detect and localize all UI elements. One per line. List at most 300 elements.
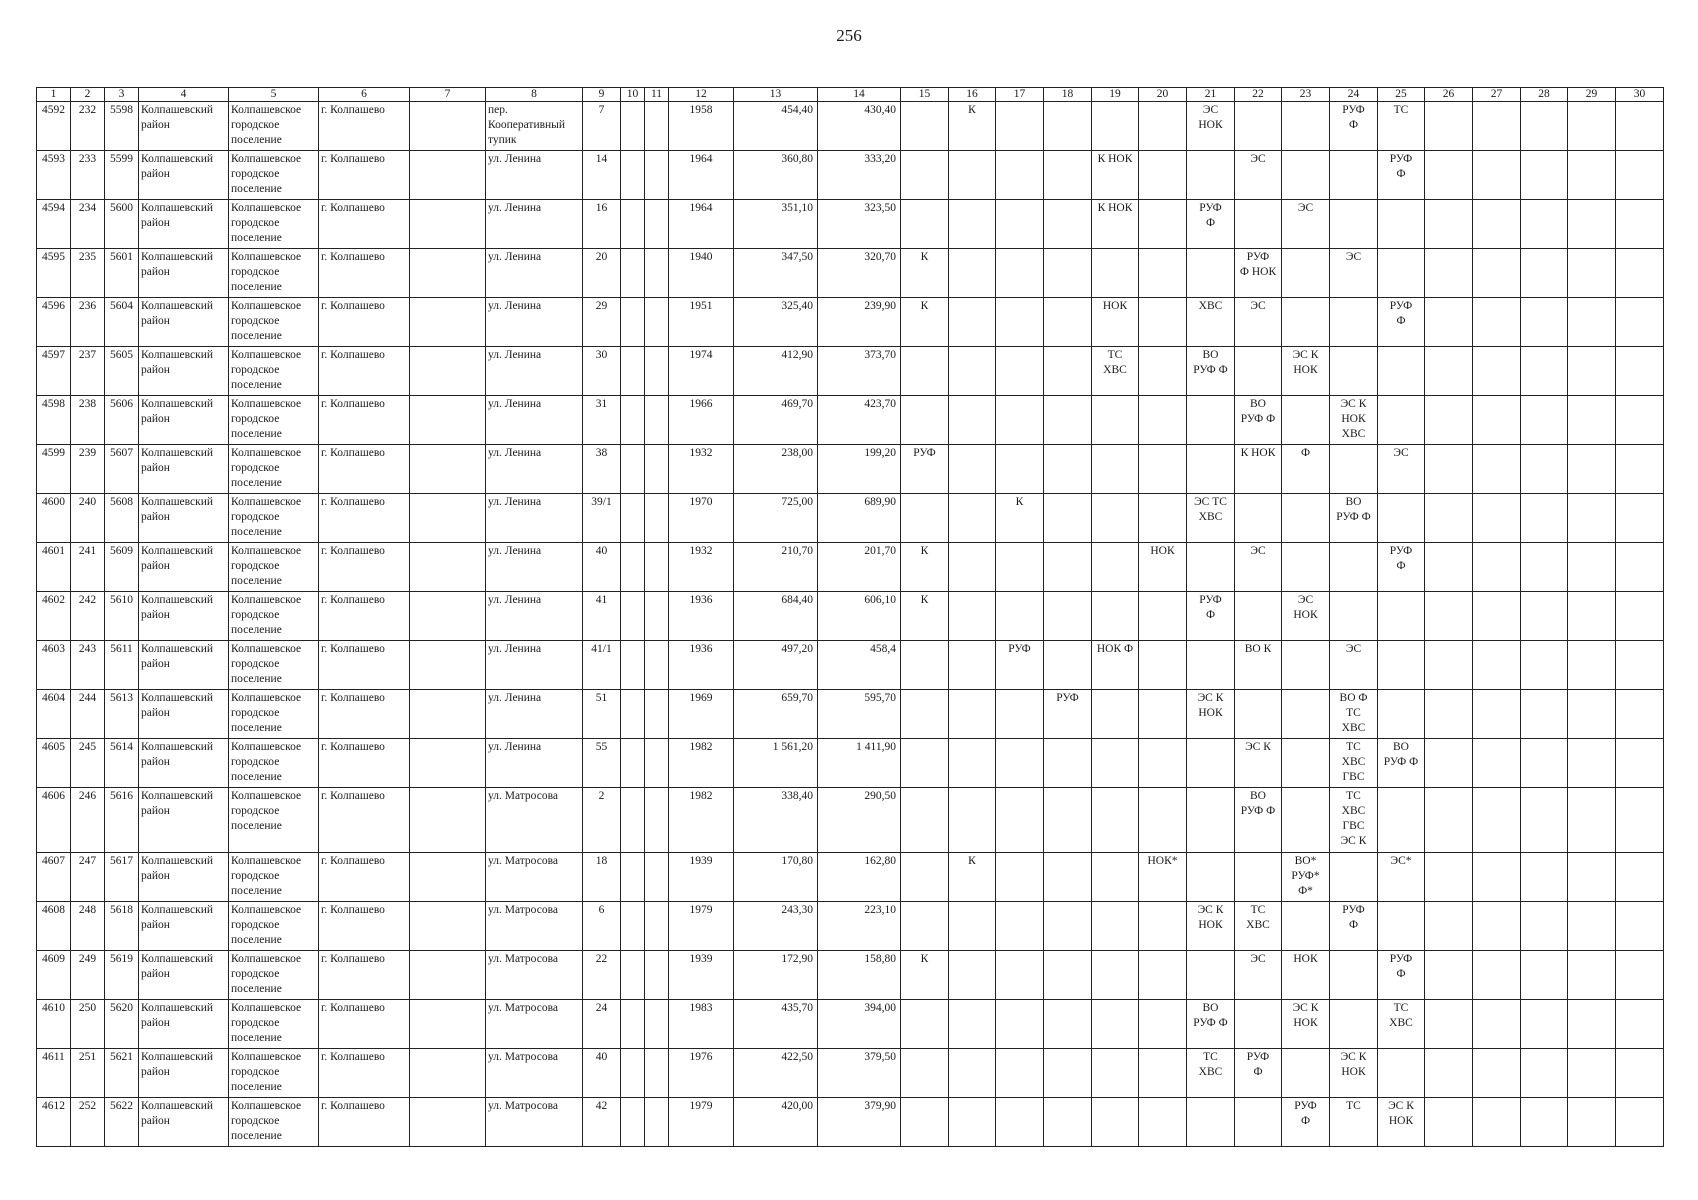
cell-col-7 [410, 1098, 486, 1147]
cell-col-12 [669, 102, 734, 151]
cell-text: Колпашевское городское поселение [231, 692, 302, 734]
cell-col-1 [37, 151, 71, 200]
cell-col-12 [669, 396, 734, 445]
cell-col-6 [319, 641, 410, 690]
cell-col-10 [621, 1000, 645, 1049]
cell-col-13 [734, 445, 818, 494]
cell-col-4 [139, 347, 229, 396]
cell-text: Колпашевское городское поселение [231, 349, 302, 391]
cell-col-15 [901, 902, 949, 951]
cell-col-3 [105, 494, 139, 543]
cell-text: 347,50 [781, 251, 813, 263]
cell-text: 5611 [110, 643, 133, 655]
cell-col-9 [583, 445, 621, 494]
cell-text: 1964 [689, 202, 713, 214]
cell-col-2 [71, 853, 105, 902]
cell-col-22 [1235, 445, 1282, 494]
cell-col-10 [621, 396, 645, 445]
cell-col-21 [1187, 739, 1235, 788]
cell-col-12 [669, 739, 734, 788]
cell-text: ТС [1393, 104, 1409, 116]
cell-col-26 [1425, 151, 1473, 200]
cell-text: ЭС НОК [1293, 594, 1318, 621]
cell-col-9 [583, 347, 621, 396]
cell-col-13 [734, 1049, 818, 1098]
cell-col-4 [139, 445, 229, 494]
cell-col-25 [1378, 494, 1425, 543]
cell-col-17 [996, 396, 1044, 445]
table-row [37, 396, 1664, 445]
cell-col-7 [410, 739, 486, 788]
cell-text: г. Колпашево [321, 1002, 385, 1014]
cell-col-24 [1330, 902, 1378, 951]
cell-text: 238 [78, 398, 97, 410]
cell-col-17 [996, 1098, 1044, 1147]
cell-col-20 [1139, 445, 1187, 494]
cell-text: 458,4 [870, 643, 896, 655]
cell-col-11 [645, 641, 669, 690]
cell-col-29 [1568, 739, 1616, 788]
cell-text: ЭС [1250, 153, 1266, 165]
cell-text: ЭС [1250, 953, 1266, 965]
cell-col-4 [139, 1000, 229, 1049]
column-header-26: 26 [1425, 88, 1473, 102]
cell-col-17 [996, 1000, 1044, 1049]
cell-text: 320,70 [864, 251, 896, 263]
cell-text: 243,30 [781, 904, 813, 916]
cell-col-1 [37, 1000, 71, 1049]
cell-text: ТС ХВС ГВС [1341, 741, 1366, 783]
cell-col-23 [1282, 347, 1330, 396]
cell-col-4 [139, 788, 229, 853]
cell-col-2 [71, 592, 105, 641]
cell-col-27 [1473, 151, 1521, 200]
cell-col-22 [1235, 151, 1282, 200]
cell-col-23 [1282, 902, 1330, 951]
cell-text: 236 [78, 300, 97, 312]
cell-col-1 [37, 690, 71, 739]
cell-col-28 [1521, 739, 1568, 788]
cell-col-2 [71, 951, 105, 1000]
cell-col-22 [1235, 690, 1282, 739]
cell-text: 325,40 [781, 300, 813, 312]
cell-text: ул. Ленина [488, 594, 542, 606]
cell-text: 40 [595, 1051, 608, 1063]
cell-text: 14 [595, 153, 608, 165]
cell-text: ТС [1346, 1100, 1361, 1112]
cell-text: 290,50 [864, 790, 896, 802]
cell-text: Колпашевский район [141, 643, 214, 670]
cell-col-24 [1330, 739, 1378, 788]
cell-col-28 [1521, 1049, 1568, 1098]
cell-col-19 [1092, 739, 1139, 788]
cell-col-3 [105, 592, 139, 641]
cell-col-8 [486, 951, 583, 1000]
cell-text: 4597 [42, 349, 65, 361]
cell-col-4 [139, 739, 229, 788]
cell-col-1 [37, 396, 71, 445]
cell-col-18 [1044, 249, 1092, 298]
cell-col-13 [734, 951, 818, 1000]
cell-col-13 [734, 102, 818, 151]
cell-col-18 [1044, 200, 1092, 249]
cell-col-30 [1616, 1098, 1664, 1147]
cell-text: Колпашевский район [141, 855, 214, 882]
column-header-5: 5 [229, 88, 319, 102]
cell-col-1 [37, 788, 71, 853]
cell-col-19 [1092, 592, 1139, 641]
cell-text: РУФ [1008, 643, 1031, 655]
cell-text: 42 [595, 1100, 608, 1112]
table-row [37, 543, 1664, 592]
cell-text: РУФ [1056, 692, 1079, 704]
cell-col-3 [105, 298, 139, 347]
cell-text: 238,00 [781, 447, 813, 459]
cell-col-20 [1139, 592, 1187, 641]
cell-col-16 [949, 347, 996, 396]
cell-col-22 [1235, 592, 1282, 641]
cell-col-12 [669, 641, 734, 690]
cell-text: РУФ [913, 447, 936, 459]
cell-col-28 [1521, 951, 1568, 1000]
cell-text: ул. Ленина [488, 202, 542, 214]
cell-col-9 [583, 592, 621, 641]
cell-text: К [920, 300, 929, 312]
cell-text: 245 [78, 741, 97, 753]
cell-col-19 [1092, 1049, 1139, 1098]
column-header-8: 8 [486, 88, 583, 102]
cell-col-10 [621, 1049, 645, 1098]
cell-col-16 [949, 200, 996, 249]
cell-col-30 [1616, 1000, 1664, 1049]
cell-col-18 [1044, 1098, 1092, 1147]
cell-col-11 [645, 739, 669, 788]
cell-text: 2 [598, 790, 605, 802]
cell-col-8 [486, 151, 583, 200]
cell-text: Колпашевское городское поселение [231, 741, 302, 783]
table-row [37, 788, 1664, 853]
cell-text: 430,40 [864, 104, 896, 116]
cell-col-25 [1378, 543, 1425, 592]
cell-text: 55 [595, 741, 608, 753]
cell-col-22 [1235, 396, 1282, 445]
cell-col-21 [1187, 396, 1235, 445]
cell-col-20 [1139, 249, 1187, 298]
cell-text: г. Колпашево [321, 398, 385, 410]
cell-col-29 [1568, 853, 1616, 902]
cell-text: ул. Ленина [488, 545, 542, 557]
cell-text: РУФ Ф [1246, 1051, 1270, 1078]
cell-col-4 [139, 690, 229, 739]
cell-text: ЭС НОК [1198, 104, 1223, 131]
cell-col-21 [1187, 951, 1235, 1000]
cell-col-30 [1616, 788, 1664, 853]
cell-col-27 [1473, 1000, 1521, 1049]
cell-text: ул. Ленина [488, 741, 542, 753]
cell-col-13 [734, 1098, 818, 1147]
cell-col-13 [734, 494, 818, 543]
cell-col-17 [996, 739, 1044, 788]
cell-text: 244 [78, 692, 97, 704]
cell-text: 172,90 [781, 953, 813, 965]
cell-col-15 [901, 951, 949, 1000]
cell-col-8 [486, 739, 583, 788]
cell-col-11 [645, 494, 669, 543]
cell-col-19 [1092, 200, 1139, 249]
cell-col-5 [229, 951, 319, 1000]
cell-col-10 [621, 298, 645, 347]
cell-col-8 [486, 543, 583, 592]
cell-text: 373,70 [864, 349, 896, 361]
cell-col-5 [229, 249, 319, 298]
cell-col-3 [105, 788, 139, 853]
cell-text: 379,90 [864, 1100, 896, 1112]
cell-text: 6 [598, 904, 605, 916]
cell-col-10 [621, 347, 645, 396]
cell-col-28 [1521, 1000, 1568, 1049]
cell-col-16 [949, 396, 996, 445]
cell-col-14 [818, 445, 901, 494]
cell-col-2 [71, 739, 105, 788]
cell-text: 5618 [110, 904, 133, 916]
cell-text: 1983 [689, 1002, 713, 1014]
cell-text: ТС ХВС [1389, 1002, 1413, 1029]
cell-col-3 [105, 249, 139, 298]
cell-col-28 [1521, 592, 1568, 641]
table-body [37, 102, 1664, 1147]
cell-col-26 [1425, 690, 1473, 739]
cell-text: ЭС К НОК ХВС [1340, 398, 1367, 440]
cell-col-23 [1282, 690, 1330, 739]
cell-col-24 [1330, 102, 1378, 151]
cell-col-30 [1616, 298, 1664, 347]
cell-col-23 [1282, 788, 1330, 853]
table-row [37, 102, 1664, 151]
cell-col-12 [669, 200, 734, 249]
cell-col-2 [71, 298, 105, 347]
cell-col-2 [71, 347, 105, 396]
cell-col-1 [37, 102, 71, 151]
cell-col-10 [621, 151, 645, 200]
cell-col-21 [1187, 1049, 1235, 1098]
cell-col-8 [486, 853, 583, 902]
cell-col-3 [105, 151, 139, 200]
cell-text: Колпашевский район [141, 349, 214, 376]
table-row [37, 347, 1664, 396]
cell-text: 1982 [689, 790, 713, 802]
cell-col-15 [901, 494, 949, 543]
cell-col-18 [1044, 151, 1092, 200]
cell-col-17 [996, 1049, 1044, 1098]
cell-col-24 [1330, 445, 1378, 494]
cell-col-1 [37, 249, 71, 298]
cell-col-25 [1378, 1049, 1425, 1098]
cell-text: ХВС [1198, 300, 1223, 312]
cell-col-4 [139, 641, 229, 690]
cell-col-20 [1139, 902, 1187, 951]
cell-col-15 [901, 690, 949, 739]
cell-col-19 [1092, 1098, 1139, 1147]
cell-col-26 [1425, 592, 1473, 641]
cell-col-28 [1521, 788, 1568, 853]
cell-text: 725,00 [781, 496, 813, 508]
cell-text: 30 [595, 349, 608, 361]
cell-col-22 [1235, 1098, 1282, 1147]
cell-text: 1982 [689, 741, 713, 753]
cell-col-13 [734, 902, 818, 951]
cell-col-9 [583, 200, 621, 249]
cell-col-5 [229, 641, 319, 690]
cell-text: Колпашевский район [141, 398, 214, 425]
cell-col-10 [621, 543, 645, 592]
cell-col-3 [105, 902, 139, 951]
column-header-25: 25 [1378, 88, 1425, 102]
cell-col-25 [1378, 592, 1425, 641]
cell-text: г. Колпашево [321, 953, 385, 965]
cell-text: 5608 [110, 496, 133, 508]
cell-col-2 [71, 641, 105, 690]
cell-text: г. Колпашево [321, 300, 385, 312]
cell-col-10 [621, 200, 645, 249]
cell-col-3 [105, 543, 139, 592]
cell-col-18 [1044, 543, 1092, 592]
cell-col-3 [105, 445, 139, 494]
cell-text: 5607 [110, 447, 133, 459]
cell-col-26 [1425, 951, 1473, 1000]
cell-col-28 [1521, 690, 1568, 739]
cell-text: 247 [78, 855, 97, 867]
cell-col-17 [996, 151, 1044, 200]
cell-col-24 [1330, 853, 1378, 902]
cell-col-19 [1092, 249, 1139, 298]
cell-col-18 [1044, 690, 1092, 739]
cell-col-7 [410, 592, 486, 641]
cell-text: Колпашевский район [141, 594, 214, 621]
cell-col-24 [1330, 347, 1378, 396]
cell-col-25 [1378, 739, 1425, 788]
cell-col-26 [1425, 494, 1473, 543]
cell-col-28 [1521, 347, 1568, 396]
cell-text: 1964 [689, 153, 713, 165]
table-row [37, 690, 1664, 739]
cell-col-10 [621, 249, 645, 298]
cell-col-16 [949, 853, 996, 902]
cell-col-22 [1235, 788, 1282, 853]
cell-text: ул. Матросова [488, 1051, 558, 1063]
cell-text: 1 561,20 [772, 741, 813, 753]
column-header-14: 14 [818, 88, 901, 102]
cell-col-12 [669, 494, 734, 543]
cell-col-8 [486, 1000, 583, 1049]
cell-col-30 [1616, 739, 1664, 788]
cell-text: 4609 [42, 953, 65, 965]
cell-col-12 [669, 543, 734, 592]
cell-col-4 [139, 494, 229, 543]
cell-text: Ф [1300, 447, 1311, 459]
cell-text: 5609 [110, 545, 133, 557]
cell-col-6 [319, 592, 410, 641]
cell-col-5 [229, 739, 319, 788]
cell-col-10 [621, 690, 645, 739]
cell-col-2 [71, 543, 105, 592]
cell-col-17 [996, 641, 1044, 690]
cell-col-11 [645, 902, 669, 951]
cell-col-27 [1473, 690, 1521, 739]
page-number: 256 [836, 26, 862, 45]
cell-col-2 [71, 788, 105, 853]
cell-col-10 [621, 739, 645, 788]
cell-text: ЭС [1250, 545, 1266, 557]
cell-col-9 [583, 690, 621, 739]
cell-col-17 [996, 592, 1044, 641]
cell-text: ВО РУФ Ф [1193, 349, 1228, 376]
cell-col-19 [1092, 543, 1139, 592]
cell-col-1 [37, 200, 71, 249]
cell-col-27 [1473, 951, 1521, 1000]
cell-col-21 [1187, 151, 1235, 200]
cell-col-3 [105, 739, 139, 788]
cell-col-24 [1330, 788, 1378, 853]
cell-text: РУФ Ф [1342, 104, 1365, 131]
cell-text: 4607 [42, 855, 65, 867]
cell-col-14 [818, 200, 901, 249]
cell-col-17 [996, 102, 1044, 151]
cell-text: Колпашевский район [141, 953, 214, 980]
cell-col-20 [1139, 951, 1187, 1000]
cell-col-29 [1568, 200, 1616, 249]
cell-text: 659,70 [781, 692, 813, 704]
cell-col-16 [949, 788, 996, 853]
cell-col-16 [949, 739, 996, 788]
table-row [37, 151, 1664, 200]
cell-text: К [1015, 496, 1024, 508]
cell-col-18 [1044, 641, 1092, 690]
cell-col-10 [621, 445, 645, 494]
cell-col-5 [229, 298, 319, 347]
cell-text: 240 [78, 496, 97, 508]
cell-col-17 [996, 200, 1044, 249]
cell-col-20 [1139, 1049, 1187, 1098]
column-header-2: 2 [71, 88, 105, 102]
cell-text: К НОК [1097, 153, 1133, 165]
cell-col-10 [621, 788, 645, 853]
cell-text: ЭС [1297, 202, 1314, 214]
cell-col-7 [410, 151, 486, 200]
cell-text: ул. Ленина [488, 153, 542, 165]
cell-col-30 [1616, 592, 1664, 641]
cell-text: 4612 [42, 1100, 65, 1112]
cell-col-20 [1139, 200, 1187, 249]
cell-col-30 [1616, 494, 1664, 543]
cell-col-7 [410, 396, 486, 445]
cell-text: 1976 [689, 1051, 713, 1063]
cell-col-9 [583, 396, 621, 445]
cell-col-21 [1187, 592, 1235, 641]
cell-col-19 [1092, 445, 1139, 494]
cell-col-29 [1568, 1000, 1616, 1049]
cell-col-12 [669, 298, 734, 347]
cell-col-20 [1139, 298, 1187, 347]
cell-col-13 [734, 249, 818, 298]
cell-col-6 [319, 151, 410, 200]
cell-col-18 [1044, 494, 1092, 543]
cell-col-14 [818, 788, 901, 853]
cell-text: РУФ Ф [1294, 1100, 1317, 1127]
cell-text: 394,00 [864, 1002, 896, 1014]
cell-col-15 [901, 1098, 949, 1147]
cell-text: 38 [595, 447, 608, 459]
cell-text: 5601 [110, 251, 133, 263]
